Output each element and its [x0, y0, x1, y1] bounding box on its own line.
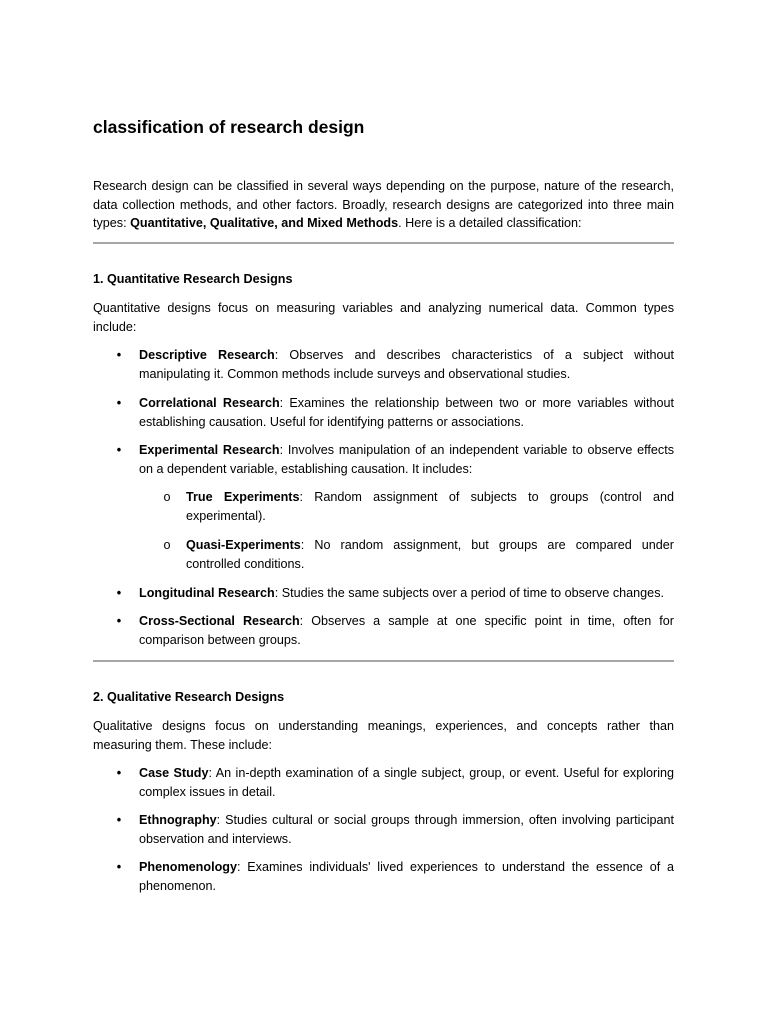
intro-text-before: Research design can be classified in several ways depending on the purpose, nature of the research, data collection methods, and other factors. Broadly, research designs are categorized into three main types: [93, 179, 674, 231]
bullet-icon: • [116, 396, 122, 410]
bullet-icon: • [116, 813, 122, 827]
document-title: classification of research design [93, 117, 365, 137]
list-item-phenomenology [116, 858, 674, 895]
list-item-case-study [116, 764, 675, 801]
list-item-term: Case Study [139, 766, 209, 780]
horizontal-rule [93, 660, 674, 662]
intro-bold-text: Quantitative, Qualitative, and Mixed Methods [130, 216, 399, 231]
bullet-icon: • [116, 348, 122, 362]
list-item-experimental-research [116, 441, 674, 478]
sublist-item-true-experiments [163, 488, 674, 525]
list-item-term: Ethnography [139, 813, 217, 827]
list-item-longitudinal-research [116, 584, 674, 603]
sublist-item-desc: : Random assignment of subjects to groups (control and experimental). [186, 490, 674, 523]
list-item-ethnography [116, 811, 674, 848]
list-item-desc: : Observes a sample at one specific point in time, often for comparison between groups. [139, 614, 674, 647]
list-item-term: Descriptive Research [139, 348, 275, 362]
list-item-correlational-research [116, 394, 674, 431]
section-heading-quantitative: 1. Quantitative Research Designs [93, 272, 293, 286]
section-heading-qualitative: 2. Qualitative Research Designs [93, 690, 285, 704]
list-item-term: Correlational Research [139, 396, 280, 410]
bullet-icon: • [116, 860, 122, 874]
section-intro-quantitative: Quantitative designs focus on measuring variables and analyzing numerical data. Common types include: [93, 301, 674, 334]
list-item-desc: : Observes and describes characteristics of a subject without manipulating it. Common methods include surveys and observational studies. [139, 348, 675, 381]
list-item-desc: : Examines the relationship between two or more variables without establishing causation. Useful for identifying patterns or associations. [139, 396, 674, 429]
list-item-term: Longitudinal Research [139, 586, 275, 600]
list-item-desc: : Studies cultural or social groups through immersion, often involving participant observation and interviews. [139, 813, 674, 846]
intro-text-after: . Here is a detailed classification: [398, 216, 582, 231]
list-item-cross-sectional-research [116, 612, 674, 649]
list-item-desc: : Studies the same subjects over a period of time to observe changes. [274, 586, 664, 600]
sublist-item-term: Quasi-Experiments [186, 538, 301, 552]
bullet-icon: • [116, 586, 122, 600]
list-item-term: Phenomenology [139, 860, 237, 874]
list-item-desc: : Involves manipulation of an independent variable to observe effects on a dependent variable, establishing causation. It includes: [139, 443, 674, 476]
list-item-term: Cross-Sectional Research [139, 614, 300, 628]
section-intro-qualitative: Qualitative designs focus on understanding meanings, experiences, and concepts rather than measuring them. These include: [93, 719, 674, 752]
circle-bullet-icon: o [163, 538, 171, 552]
bullet-icon: • [116, 443, 122, 457]
circle-bullet-icon: o [163, 490, 171, 504]
sublist-item-quasi-experiments [163, 536, 674, 573]
list-item-term: Experimental Research [139, 443, 280, 457]
intro-paragraph [93, 177, 674, 233]
list-item-desc: : Examines individuals' lived experiences to understand the essence of a phenomenon. [139, 860, 674, 893]
list-item-desc: : An in-depth examination of a single subject, group, or event. Useful for exploring complex issues in detail. [139, 766, 675, 799]
sublist-item-desc: : No random assignment, but groups are compared under controlled conditions. [186, 538, 674, 571]
list-item-descriptive-research [116, 346, 675, 383]
bullet-icon: • [116, 614, 122, 628]
bullet-icon: • [116, 766, 122, 780]
sublist-item-term: True Experiments [186, 490, 300, 504]
horizontal-rule [93, 242, 674, 244]
